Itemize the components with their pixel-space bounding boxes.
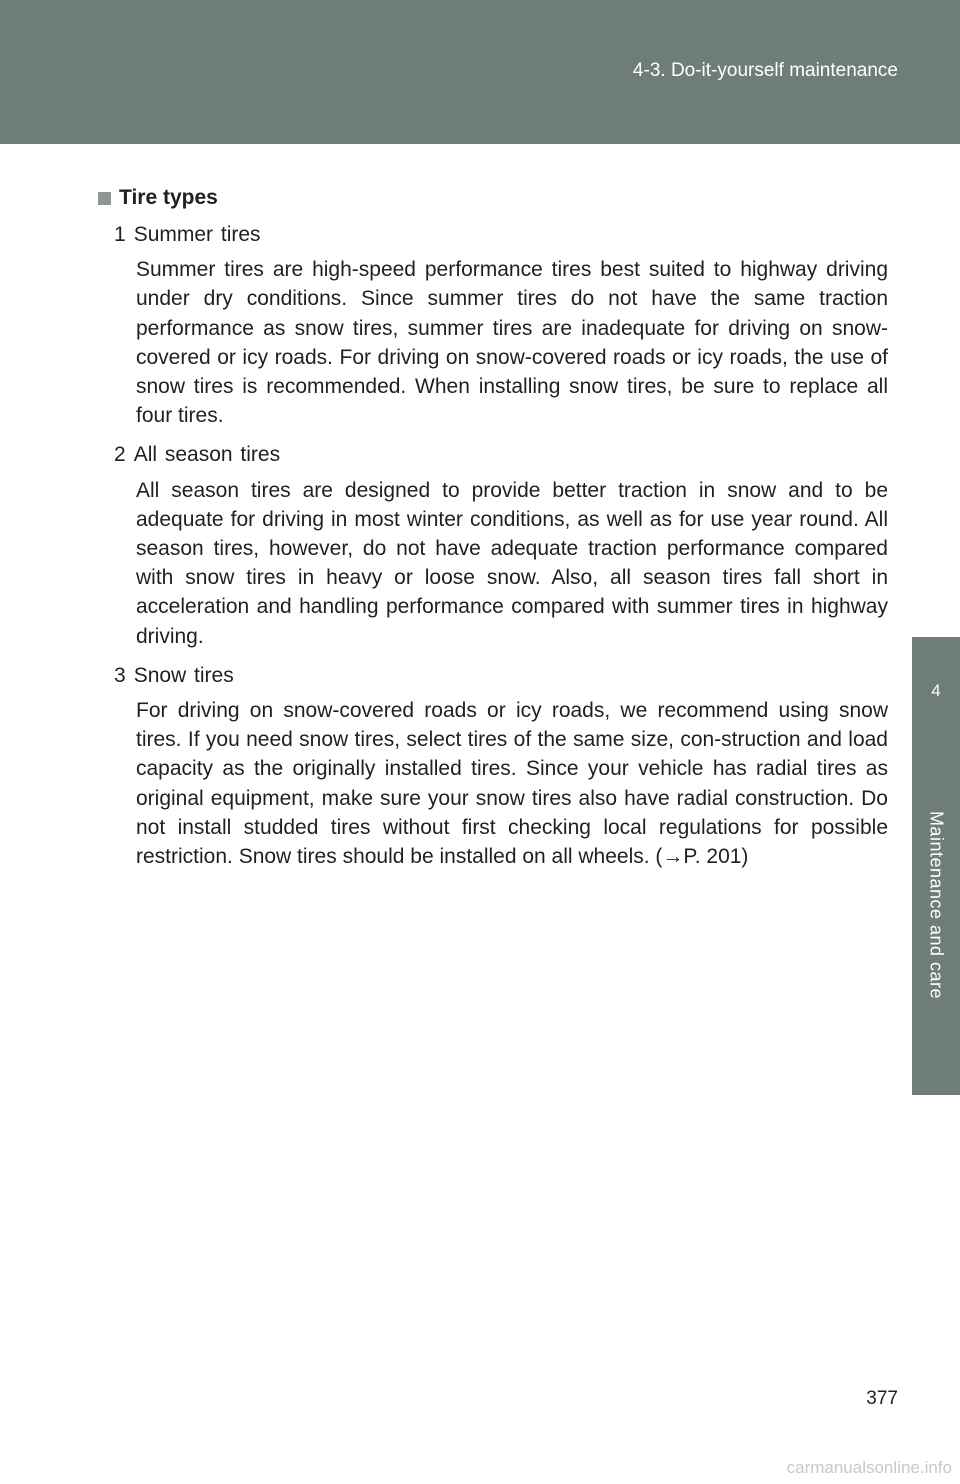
chapter-number: 4: [931, 681, 941, 700]
section-title: 4-3. Do-it-yourself maintenance: [632, 60, 898, 81]
item-number: 3: [114, 663, 126, 687]
list-item-label: [114, 661, 888, 690]
item-title: Snow tires: [133, 663, 234, 687]
watermark: carmanualsonline.info: [786, 1458, 952, 1477]
square-bullet-icon: [98, 192, 111, 205]
side-tab-spacer: [912, 144, 960, 637]
chapter-tab: [912, 637, 960, 1095]
heading-text: Tire types: [119, 186, 218, 210]
chapter-title: Maintenance and care: [926, 810, 947, 1000]
list-item-body: All season tires are designed to provide better traction in snow and to be adequate for driving in most winter conditions, as well as for use year round. All season tires, however, do not have adequate traction performance compared with snow tires in heavy or loose snow. Also, all season tires fall short in acceleration and handling performance compared with summer tires in highway driving.: [136, 478, 888, 648]
section-heading: [96, 180, 888, 216]
page-number: 377: [866, 1388, 898, 1409]
main-content: [96, 180, 888, 881]
header-bar: [0, 0, 960, 144]
list-item-label: [114, 220, 888, 249]
item-title: Summer tires: [133, 223, 261, 246]
list-item-body: For driving on snow-covered roads or icy roads, we recommend using snow tires. If you need snow tires, select tires of the same size, con-struction and load capacity as the originally installed tires. Since your vehicle has radial tires as original equipment, make sure your snow tires also have radial construction. Do not install studded tires without first checking local regulations for possible restriction. Snow tires should be installed on all wheels. (→P. 201): [136, 699, 888, 869]
list-item-body: Summer tires are high-speed performance tires best suited to highway driving under dry conditions. Since summer tires do not have the same traction performance as snow tires, summer tires are inadequate for driving on snow-covered or icy roads. For driving on snow-covered roads or icy roads, the use of snow tires is recommended. When installing snow tires, be sure to replace all four tires.: [136, 258, 888, 428]
item-title: All season tires: [133, 443, 281, 467]
list-item-label: [114, 440, 888, 469]
item-number: 1: [114, 223, 126, 246]
item-number: 2: [114, 443, 126, 467]
